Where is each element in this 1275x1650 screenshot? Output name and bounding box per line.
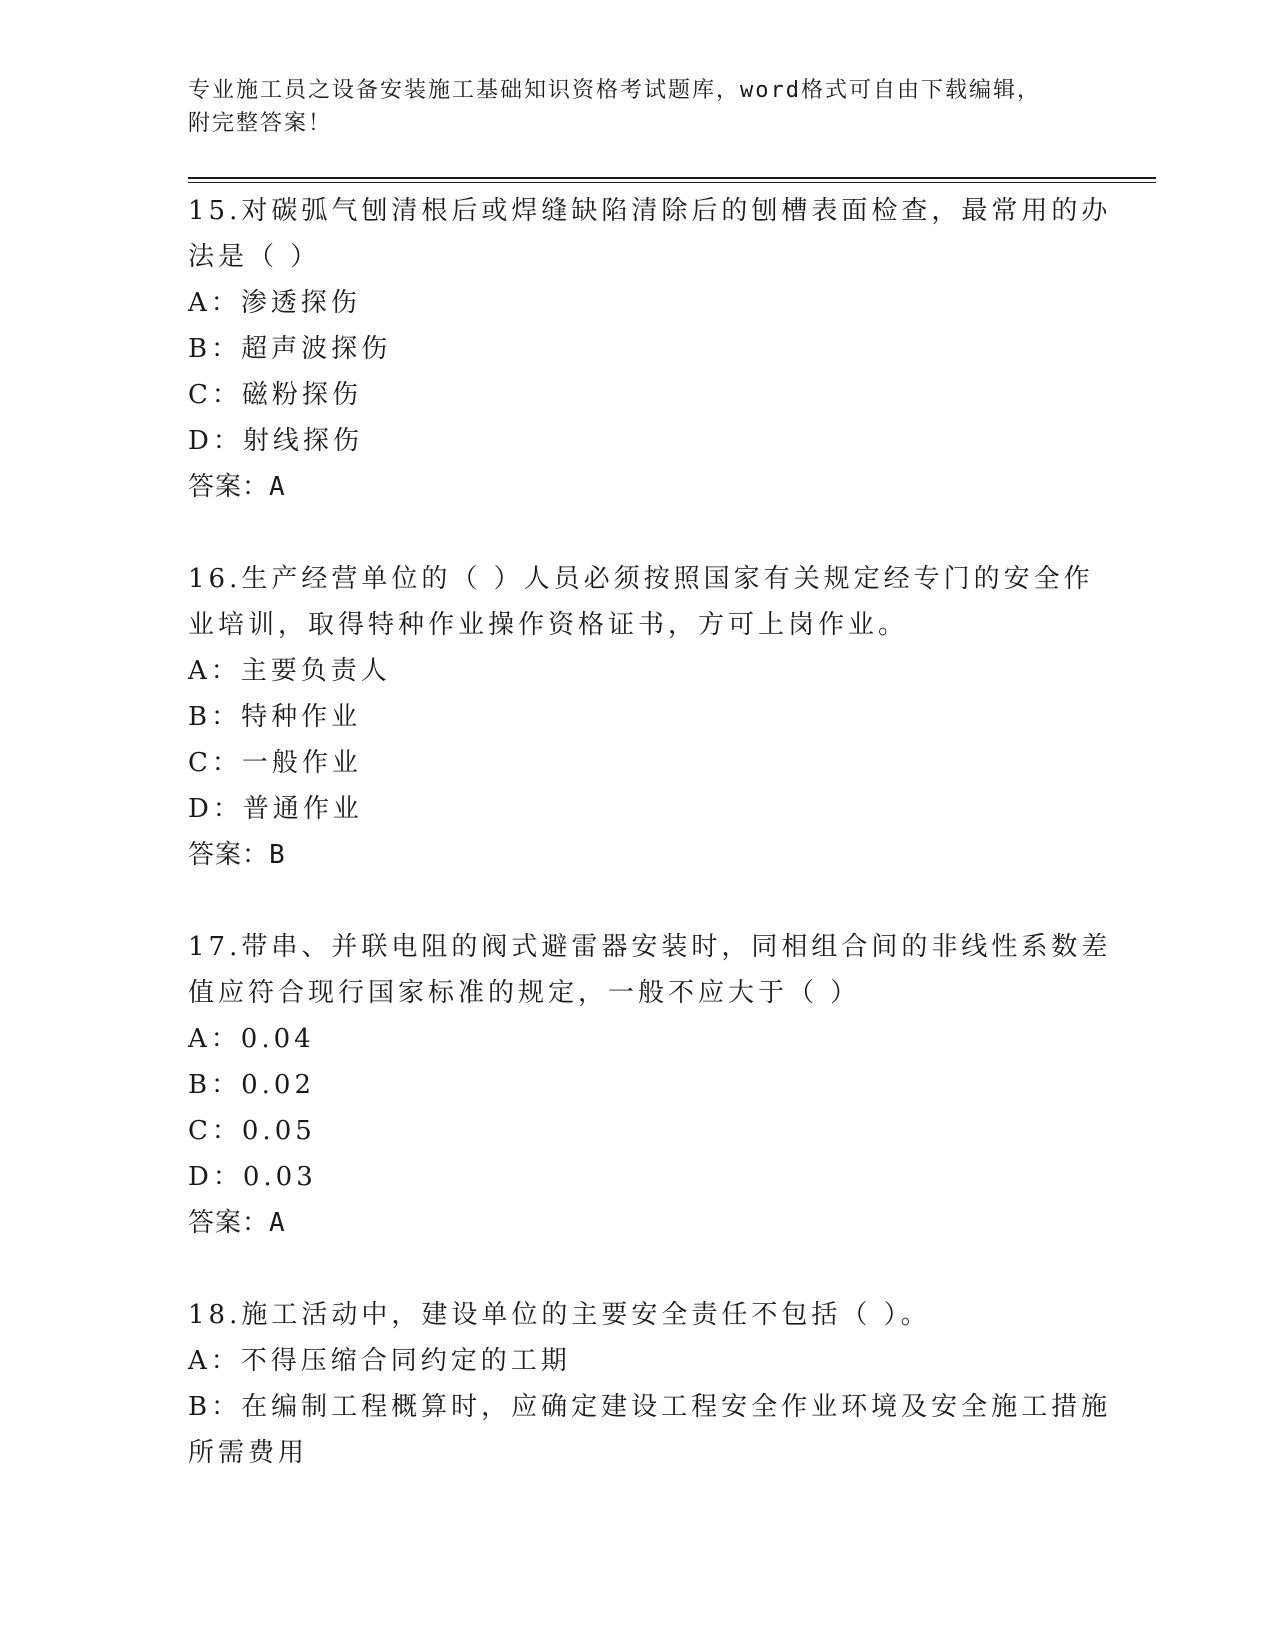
option-a: A：0.04 xyxy=(188,1024,315,1054)
document-header xyxy=(188,74,1068,140)
option-a: A：主要负责人 xyxy=(188,656,391,686)
question-17 xyxy=(188,924,1112,1246)
option-c: C：磁粉探伤 xyxy=(188,380,362,410)
option-d: D：普通作业 xyxy=(188,794,363,824)
question-15 xyxy=(188,188,1112,510)
question-stem-line: 法是（ ） xyxy=(188,242,321,272)
header-line-2: 附完整答案！ xyxy=(188,111,333,136)
answer-line: 答案：B xyxy=(188,840,286,870)
option-a: A：渗透探伤 xyxy=(188,288,361,318)
question-stem-line: 16.生产经营单位的（ ）人员必须按照国家有关规定经专门的安全作 xyxy=(188,564,1094,594)
question-stem-line: 值应符合现行国家标准的规定，一般不应大于（ ） xyxy=(188,978,861,1008)
question-stem-line: 业培训，取得特种作业操作资格证书，方可上岗作业。 xyxy=(188,610,909,640)
option-b: B：超声波探伤 xyxy=(188,334,392,364)
answer-line: 答案：A xyxy=(188,1208,286,1238)
answer-line: 答案：A xyxy=(188,472,286,502)
header-divider-thick xyxy=(188,177,1156,179)
question-16 xyxy=(188,556,1094,878)
question-list xyxy=(188,188,1112,1476)
option-d: D：0.03 xyxy=(188,1162,317,1192)
option-b: B：在编制工程概算时，应确定建设工程安全作业环境及安全施工措施 xyxy=(188,1392,1112,1422)
option-b: B：0.02 xyxy=(188,1070,315,1100)
question-stem-line: 18.施工活动中，建设单位的主要安全责任不包括（ ）。 xyxy=(188,1300,931,1330)
option-c: C：0.05 xyxy=(188,1116,316,1146)
question-stem-line: 15.对碳弧气刨清根后或焊缝缺陷清除后的刨槽表面检查，最常用的办 xyxy=(188,196,1112,226)
question-18 xyxy=(188,1292,1112,1476)
option-b: B：特种作业 xyxy=(188,702,362,732)
option-a: A：不得压缩合同约定的工期 xyxy=(188,1346,571,1376)
header-line-1: 专业施工员之设备安装施工基础知识资格考试题库，word格式可自由下载编辑， xyxy=(188,78,1041,103)
option-d: D：射线探伤 xyxy=(188,426,363,456)
option-b-continued: 所需费用 xyxy=(188,1438,309,1468)
header-divider-thin xyxy=(188,182,1156,183)
question-stem-line: 17.带串、并联电阻的阀式避雷器安装时，同相组合间的非线性系数差 xyxy=(188,932,1112,962)
option-c: C：一般作业 xyxy=(188,748,362,778)
